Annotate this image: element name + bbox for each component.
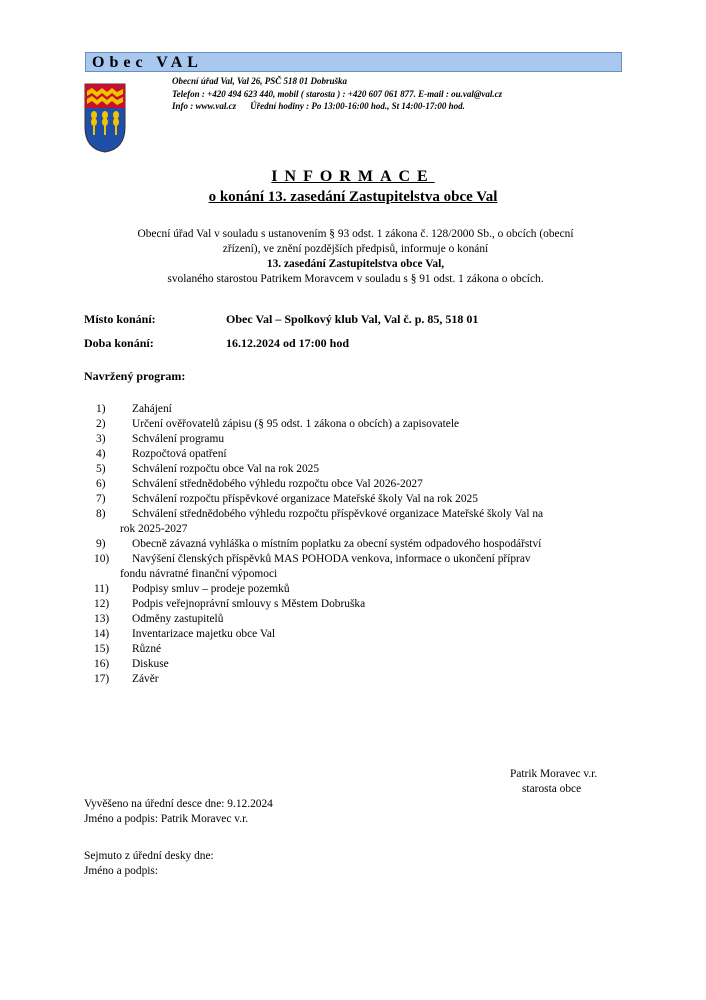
agenda-number: 4) [96, 448, 106, 460]
agenda-item [84, 477, 664, 492]
agenda-text: Podpisy smluv – prodeje pozemků [132, 583, 290, 595]
agenda-item [84, 672, 664, 687]
agenda-number: 7) [96, 493, 106, 505]
agenda-text: Závěr [132, 673, 159, 685]
agenda-number: 14) [94, 628, 110, 640]
intro-line: zřízení), ve znění pozdějších předpisů, informuje o konání [222, 243, 489, 255]
agenda-text: Navýšení členských příspěvků MAS POHODA venkova, informace o ukončení příprav [132, 553, 531, 565]
agenda-text: Podpis veřejnoprávní smlouvy s Městem Dobruška [132, 598, 366, 610]
agenda-item [84, 552, 664, 582]
agenda-number: 11) [94, 583, 109, 595]
posted-date: Vyvěšeno na úřední desce dne: 9.12.2024 [84, 798, 273, 810]
agenda-text-continued: fondu návratné finanční výpomoci [120, 568, 278, 580]
agenda-text: Různé [132, 643, 162, 655]
signature-block [510, 767, 597, 797]
municipality-title-bar: Obec VAL [85, 52, 622, 72]
agenda-number: 16) [94, 658, 110, 670]
place-label: Místo konání: [84, 312, 156, 326]
agenda-item [84, 642, 664, 657]
agenda-number: 2) [96, 418, 106, 430]
agenda-item [84, 582, 664, 597]
agenda-number: 5) [96, 463, 106, 475]
time-row [84, 336, 349, 351]
agenda-number: 8) [96, 508, 106, 520]
removed-block [84, 849, 214, 879]
removed-date: Sejmuto z úřední desky dne: [84, 850, 214, 862]
intro-line-bold: 13. zasedání Zastupitelstva obce Val, [266, 258, 445, 270]
agenda-text: Diskuse [132, 658, 169, 670]
agenda-item [84, 417, 664, 432]
agenda-number: 15) [94, 643, 110, 655]
coat-of-arms-icon [84, 83, 126, 153]
agenda-text: Obecně závazná vyhláška o místním poplatku za obecní systém odpadového hospodářství [132, 538, 542, 550]
agenda-item [84, 627, 664, 642]
agenda-number: 1) [96, 403, 106, 415]
intro-line: Obecní úřad Val v souladu s ustanovením § 93 odst. 1 zákona č. 128/2000 Sb., o obcích (obecní [137, 228, 574, 240]
agenda-text: Určení ověřovatelů zápisu (§ 95 odst. 1 zákona o obcích) a zapisovatele [132, 418, 460, 430]
agenda-item [84, 597, 664, 612]
agenda-number: 13) [94, 613, 110, 625]
agenda-item [84, 537, 664, 552]
agenda-text: Odměny zastupitelů [132, 613, 224, 625]
time-label: Doba konání: [84, 336, 154, 350]
agenda-item [84, 657, 664, 672]
agenda-number: 9) [96, 538, 106, 550]
agenda-number: 17) [94, 673, 110, 685]
place-row [84, 312, 478, 327]
phone-line: Telefon : +420 494 623 440, mobil ( starosta ) : +420 607 061 877. E-mail : ou.val@val.cz [172, 88, 503, 99]
posted-signature: Jméno a podpis: Patrik Moravec v.r. [84, 813, 249, 825]
agenda-item [84, 462, 664, 477]
web-info: Info : www.val.cz [172, 101, 237, 111]
posted-block [84, 797, 273, 827]
agenda-number: 3) [96, 433, 106, 445]
office-hours: Úřední hodiny : Po 13:00-16:00 hod., St 14:00-17:00 hod. [250, 101, 465, 111]
agenda-number: 12) [94, 598, 110, 610]
agenda-text: Schválení rozpočtu příspěvkové organizace Mateřské školy Val na rok 2025 [132, 493, 478, 505]
agenda-number: 6) [96, 478, 106, 490]
time-value: 16.12.2024 od 17:00 hod [226, 336, 350, 350]
agenda-item [84, 447, 664, 462]
agenda-text: Rozpočtová opatření [132, 448, 227, 460]
intro-line: svolaného starostou Patrikem Moravcem v souladu s § 91 odst. 1 zákona o obcích. [167, 273, 544, 285]
agenda-item [84, 612, 664, 627]
agenda-text: Schválení střednědobého výhledu rozpočtu příspěvkové organizace Mateřské školy Val na [132, 508, 544, 520]
document-subtitle: o konání 13. zasedání Zastupitelstva obce Val [208, 189, 498, 205]
info-line [172, 100, 502, 113]
agenda-text: Schválení střednědobého výhledu rozpočtu obce Val 2026-2027 [132, 478, 423, 490]
signer-role: starosta obce [522, 783, 582, 795]
agenda-number: 10) [94, 553, 110, 565]
agenda-list [84, 402, 664, 687]
agenda-text: Inventarizace majetku obce Val [132, 628, 276, 640]
program-title: Navržený program: [84, 369, 186, 383]
agenda-item [84, 507, 664, 537]
agenda-item [84, 402, 664, 417]
place-value: Obec Val – Spolkový klub Val, Val č. p. 85, 518 01 [226, 312, 479, 326]
address-line: Obecní úřad Val, Val 26, PSČ 518 01 Dobruška [172, 76, 348, 86]
agenda-text: Schválení rozpočtu obce Val na rok 2025 [132, 463, 320, 475]
document-title: INFORMACE [271, 168, 435, 185]
agenda-text: Schválení programu [132, 433, 225, 445]
intro-paragraph [88, 227, 623, 287]
agenda-text: Zahájení [132, 403, 172, 415]
agenda-item [84, 432, 664, 447]
signer-name: Patrik Moravec v.r. [510, 768, 598, 780]
agenda-item [84, 492, 664, 507]
contact-block [172, 75, 502, 113]
agenda-text-continued: rok 2025-2027 [120, 523, 188, 535]
removed-signature: Jméno a podpis: [84, 865, 159, 877]
